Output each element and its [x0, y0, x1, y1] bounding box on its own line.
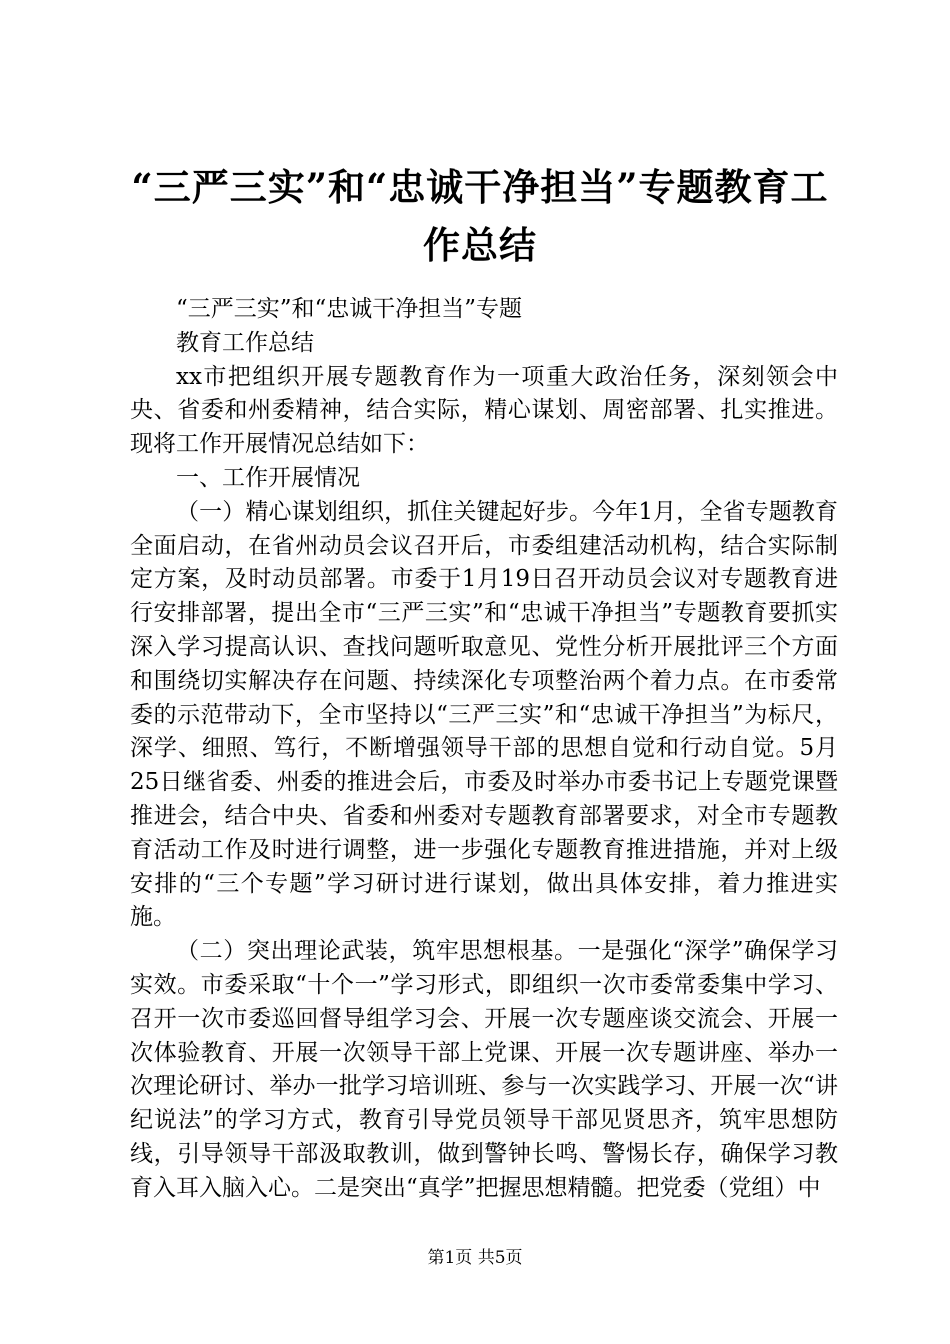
page-number: 第1页 共5页	[427, 1248, 523, 1268]
body-paragraph-2: （二）突出理论武装，筑牢思想根基。一是强化“深学”确保学习实效。市委采取“十个一”学习形式，即组织一次市委常委集中学习、召开一次市委巡回督导组学习会、开展一次专题座谈交流会、开展一次体验教育、开展一次领导干部上党课、开展一次专题讲座、举办一次理论研讨、举办一批学习培训班、参与一次实践学习、开展一次“讲纪说法”的学习方式，教育引导党员领导干部见贤思齐，筑牢思想防线，引导领导干部汲取教训，做到警钟长鸣、警惕长存，确保学习教育入耳入脑入心。二是突出“真学”把握思想精髓。把党委（党组）中	[130, 938, 838, 1201]
subtitle-line-2: 教育工作总结	[176, 329, 314, 356]
document-title: “三严三实”和“忠诚干净担当”专题教育工作总结	[131, 165, 829, 267]
document-body	[130, 293, 838, 1206]
intro-paragraph: xx市把组织开展专题教育作为一项重大政治任务，深刻领会中央、省委和州委精神，结合实际，精心谋划、周密部署、扎实推进。现将工作开展情况总结如下：	[130, 363, 838, 458]
section-heading: 一、工作开展情况	[176, 464, 360, 491]
subtitle-line-1: “三严三实”和“忠诚干净担当”专题	[176, 296, 523, 322]
body-paragraph-1: （一）精心谋划组织，抓住关键起好步。今年1月，全省专题教育全面启动，在省州动员会议召开后，市委组建活动机构，结合实际制定方案，及时动员部署。市委于1月19日召开动员会议对专题教育进行安排部署，提出全市“三严三实”和“忠诚干净担当”专题教育要抓实深入学习提高认识、查找问题听取意见、党性分析开展批评三个方面和围绕切实解决存在问题、持续深化专项整治两个着力点。在市委常委的示范带动下，全市坚持以“三严三实”和“忠诚干净担当”为标尺，深学、细照、笃行，不断增强领导干部的思想自觉和行动自觉。5月25日继省委、州委的推进会后，市委及时举办市委书记上专题党课暨推进会，结合中央、省委和州委对专题教育部署要求，对全市专题教育活动工作及时进行调整，进一步强化专题教育推进措施，并对上级安排的“三个专题”学习研讨进行谋划，做出具体安排，着力推进实施。	[130, 498, 838, 931]
